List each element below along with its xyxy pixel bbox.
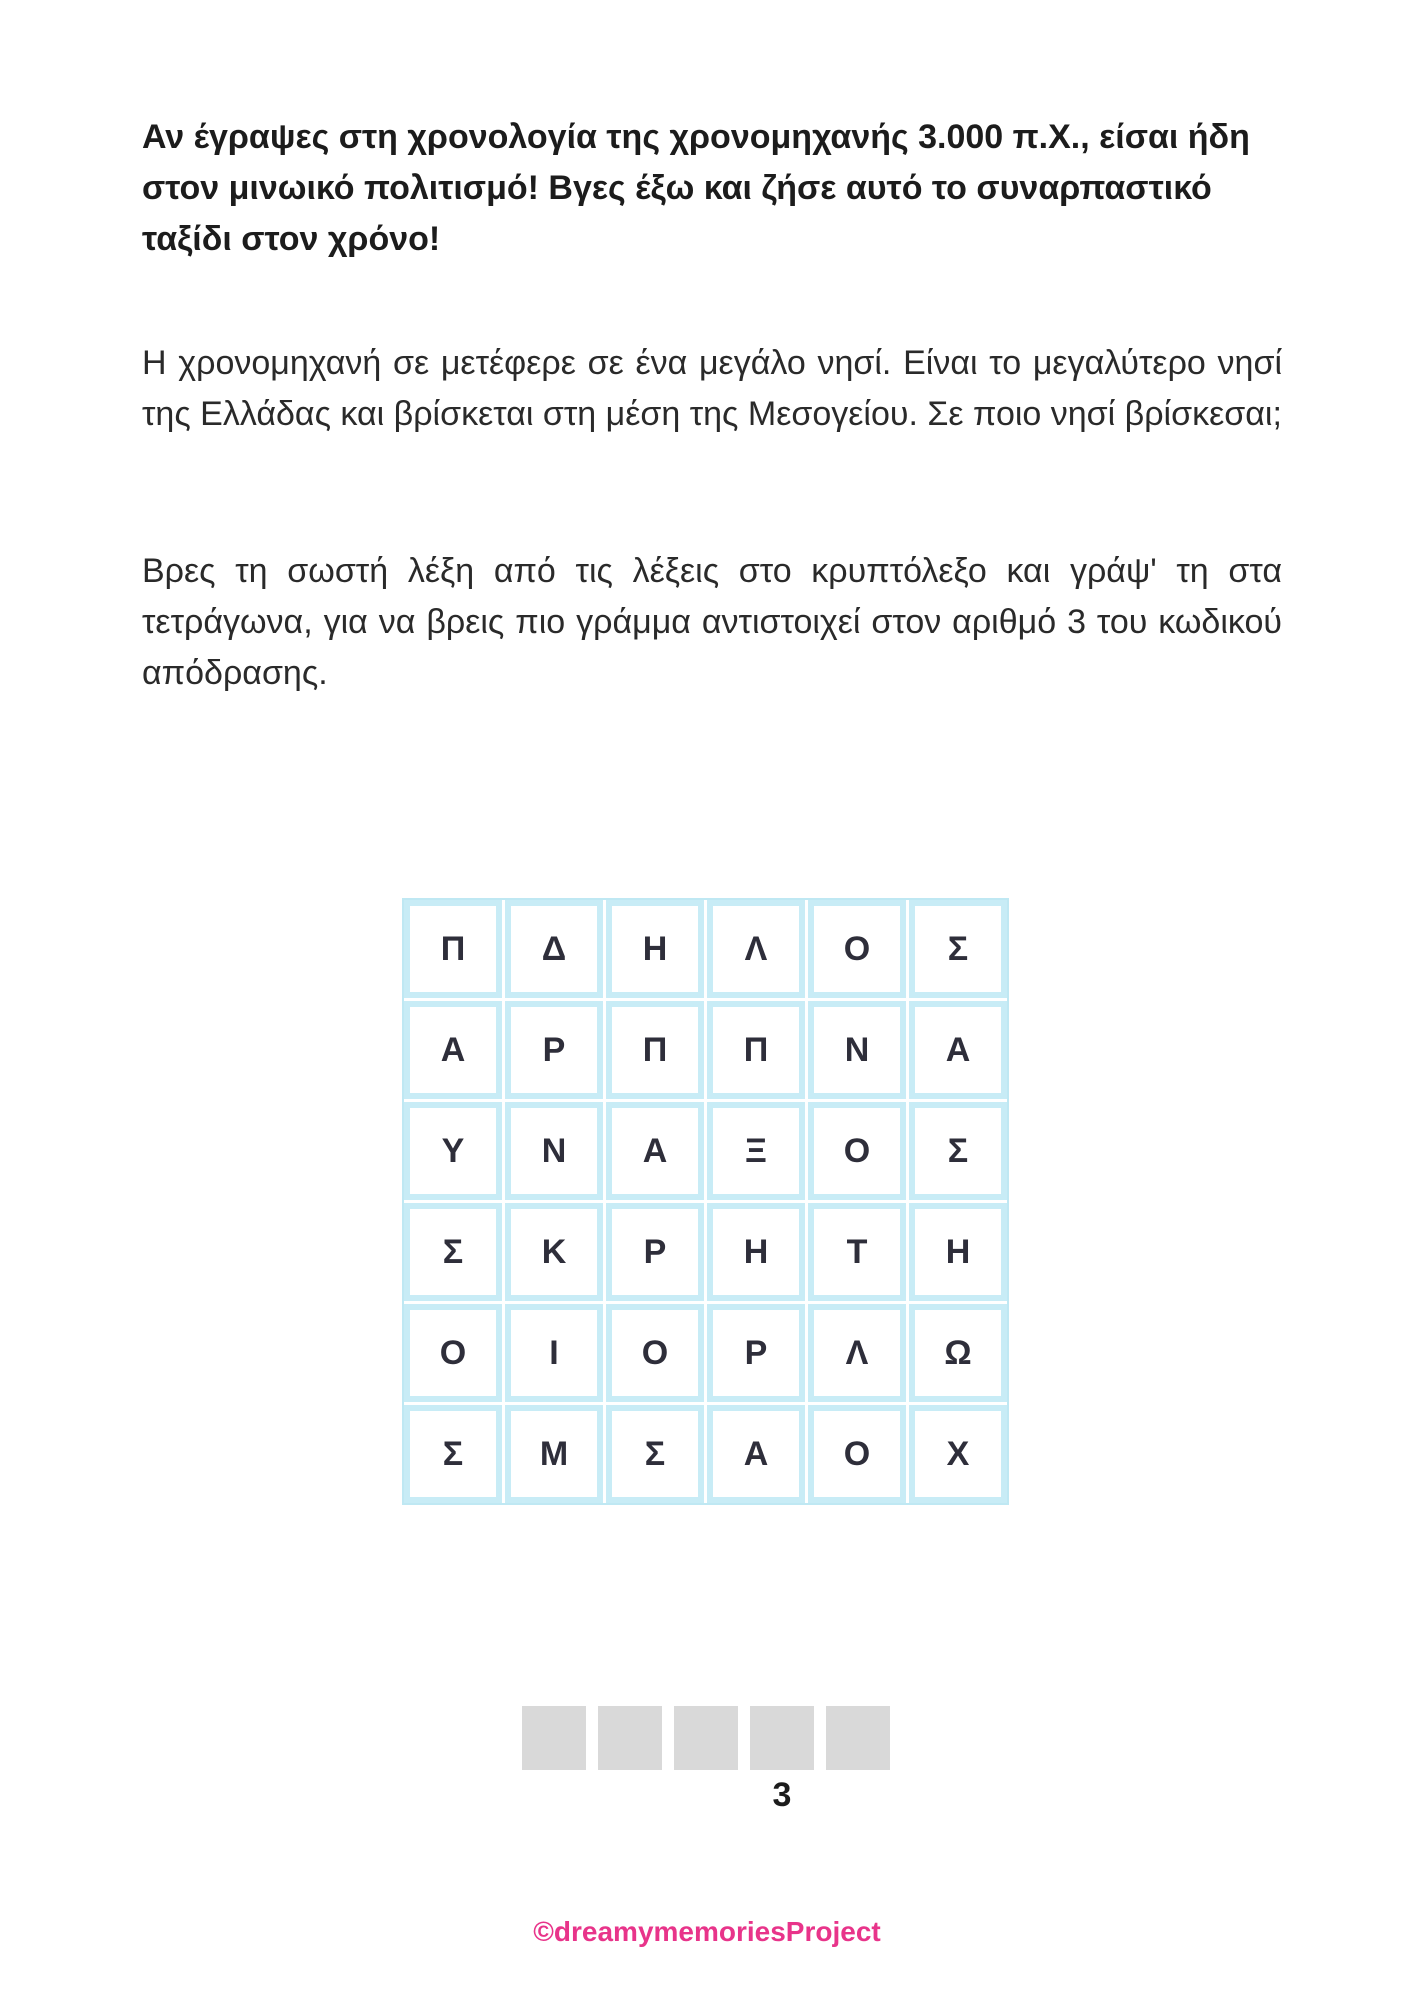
grid-cell: Υ [404,1102,502,1200]
answer-box[interactable] [674,1706,738,1770]
grid-cell: Σ [606,1405,704,1503]
grid-cell: Χ [909,1405,1007,1503]
grid-cell: Σ [404,1405,502,1503]
grid-cell: Ο [808,1102,906,1200]
grid-cell: Δ [505,900,603,998]
code-position-number: 3 [772,1776,792,1814]
question-text: Η χρονομηχανή σε μετέφερε σε ένα μεγάλο νησί. Είναι το μεγαλύτερο νησί της Ελλάδας και βρίσκεται στη μέση της Μεσογείου. Σε ποιο νησί βρίσκεσαι; [142,344,1282,433]
answer-box[interactable] [750,1706,814,1814]
credit-text: ©dreamymemoriesProject [533,1916,881,1947]
answer-box[interactable] [522,1706,586,1770]
grid-cell: Α [606,1102,704,1200]
grid-cell: Ο [404,1304,502,1402]
grid-cell: Α [909,1001,1007,1099]
grid-cell: Π [606,1001,704,1099]
grid-cell: Ρ [606,1203,704,1301]
grid-cell: Α [707,1405,805,1503]
grid-cell: Μ [505,1405,603,1503]
grid-cell: Λ [808,1304,906,1402]
grid-cell: Π [404,900,502,998]
grid-cell: Σ [909,900,1007,998]
grid-cell: Π [707,1001,805,1099]
grid-cell: Ρ [505,1001,603,1099]
grid-cell: Σ [404,1203,502,1301]
intro-text: Αν έγραψες στη χρονολογία της χρονομηχανής 3.000 π.Χ., είσαι ήδη στον μινωικό πολιτισμό! Βγες έξω και ζήσε αυτό το συναρπαστικό ταξίδι στον χρόνο! [142,118,1250,258]
grid-cell: Ω [909,1304,1007,1402]
grid-cell: Σ [909,1102,1007,1200]
grid-cell: Α [404,1001,502,1099]
grid-cell: Τ [808,1203,906,1301]
grid-cell: Ν [808,1001,906,1099]
grid-cell: Η [909,1203,1007,1301]
grid-cell: Ν [505,1102,603,1200]
word-search-grid [404,900,1007,1503]
grid-cell: Ο [606,1304,704,1402]
grid-cell: Κ [505,1203,603,1301]
grid-cell: Ο [808,1405,906,1503]
instruction-text: Βρες τη σωστή λέξη από τις λέξεις στο κρυπτόλεξο και γράψ' τη στα τετράγωνα, για να βρεις πιο γράμμα αντιστοιχεί στον αριθμό 3 του κωδικού απόδρασης. [142,552,1282,692]
grid-cell: Η [606,900,704,998]
grid-cell: Ξ [707,1102,805,1200]
answer-boxes [522,1706,890,1814]
grid-cell: Λ [707,900,805,998]
grid-cell: Ο [808,900,906,998]
grid-cell: Ι [505,1304,603,1402]
answer-box[interactable] [826,1706,890,1770]
grid-cell: Η [707,1203,805,1301]
answer-box[interactable] [598,1706,662,1770]
grid-cell: Ρ [707,1304,805,1402]
